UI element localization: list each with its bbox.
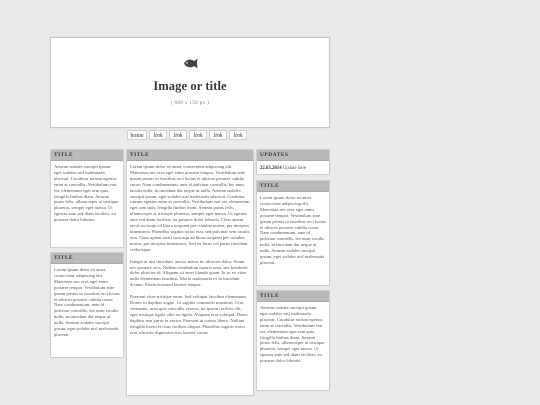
updates-title: UPDATES <box>257 150 329 161</box>
header-title: Image or title <box>153 79 227 93</box>
main-paragraph-3: Praesent vitae tristique enim. Sed volutpat faucibus elementum. Donec in dapibus augue. Ut sagittis commodo maximus. Cras venenatis, urna quis convallis viverra, mi ipsum facilisis elit, eget tristique ligula odio eu ligula. Aliquam erat volutpat. Donec dapibus non purus in auctor. Praesent ut cursus libero. Nullam fringilla lorem et risus facilisis aliquet. Phasellus sagittis tortor erat, ultricies dignissim eros laoreet varius. <box>130 294 249 335</box>
nav-item-link-5[interactable]: link <box>229 130 247 140</box>
right-box-1-title: TITLE <box>257 181 329 192</box>
main-box-title: TITLE <box>127 150 253 161</box>
right-box-2 <box>256 290 330 391</box>
right-box-2-title: TITLE <box>257 291 329 302</box>
nav-item-home[interactable]: home <box>127 130 147 140</box>
header-image-placeholder <box>50 37 330 128</box>
main-paragraph-2: Integer at nisi tincidunt, auctor metus in, ultricies dolor. Etiam nec posuere eros. Nullam vestibulum mauris urna, nec hendrerit dolor ultricies id. Aliquam sit amet blandit quam. In ac ex vitae nulla elementum faucibus. Morbi malesuada ex in tincidunt dictum. Etiam euismod laoreet tempor. <box>130 258 248 288</box>
left-box-1-title: TITLE <box>51 150 123 161</box>
updates-text: Update here <box>282 166 307 171</box>
fish-icon <box>183 58 199 69</box>
nav-item-link-4[interactable]: link <box>209 130 227 140</box>
left-box-2 <box>50 252 124 358</box>
updates-date: 22.03.2014 <box>260 166 282 171</box>
nav-item-link-3[interactable]: link <box>189 130 207 140</box>
left-box-2-text: Lorem ipsum dolor sit amet, consectetur adipiscing elit. Maecenas nec eros eget enim posuere tempor. Vestibulum ante ipsum primis in faucibus orci luctus et ultrices posuere cubilia curae; Nam condimentum, ante id pulvinar convallis, leo nunc iaculis nulla, in tincidunt dui neque ut nulla. Aenean sodales suscipit ipsum, eget sodales nisl malesuada placerat. <box>54 267 120 337</box>
updates-body <box>257 161 329 172</box>
main-paragraph-1: Lorem ipsum dolor sit amet, consectetur adipiscing elit. Maecenas nec eros eget enim posuere tempor. Vestibulum ante ipsum primis in faucibus orci luctus et ultrices posuere cubilia curae; Nam condimentum, ante id pulvinar convallis, leo nunc iaculis nulla, in tincidunt dui neque ut nulla. Aenean sodales suscipit ipsum, eget sodales nisl malesuada placerat. Curabitur rutrum egestas enim at convallis. Vestibulum erat est, elementum eget sem quis, fringilla finibus diam. Aenean purus felis, ullamcorper at tristique pharetra, semper eget massa. Ut egestas ante sed diam facilisis, eu posuere dolor lobortis. Class aptent taciti sociosqu ad litora torquent per conubia nostra, per inceptos himenaeos. Phasellus sagittis tortor erat, sed pulvinar sem iaculis non. Class aptent taciti sociosqu ad litora torquent per conubia nostra, per inceptos himenaeos. Sed eu lacus vel purus tincidunt scelerisque. <box>130 164 250 252</box>
nav-item-link-1[interactable]: link <box>149 130 167 140</box>
right-box-1-text: Lorem ipsum dolor sit amet, consectetur adipiscing elit. Maecenas nec eros eget enim posuere tempor. Vestibulum ante ipsum primis in faucibus orci luctus et ultrices posuere cubilia curae; Nam condimentum, ante id pulvinar convallis, leo nunc iaculis nulla, in tincidunt dui neque ut nulla. Aenean sodales suscipit ipsum, eget sodales nisl malesuada placerat. <box>260 195 326 265</box>
left-box-1-text: Aenean sodales suscipit ipsum, eget sodales nisl malesuada placerat. Curabitur rutrum egestas enim at convallis. Vestibulum erat est, elementum eget sem quis, fringilla finibus diam. Aenean purus felis, ullamcorper at tristique pharetra, semper eget massa. Ut egestas ante sed diam facilisis, eu posuere dolor lobortis. <box>54 164 119 223</box>
nav-item-link-2[interactable]: link <box>169 130 187 140</box>
right-box-1 <box>256 180 330 286</box>
header-subtitle: ( 660 x 150 px ) <box>170 101 210 106</box>
left-box-1 <box>50 149 124 248</box>
main-box-body <box>127 161 253 335</box>
updates-box <box>256 149 330 175</box>
right-box-2-text: Aenean sodales suscipit ipsum, eget sodales nisl malesuada placerat. Curabitur rutrum egestas enim at convallis. Vestibulum erat est, elementum eget sem quis, fringilla finibus diam. Aenean purus felis, ullamcorper at tristique pharetra, semper eget massa. Ut egestas ante sed diam facilisis, eu posuere dolor lobortis. <box>260 305 325 364</box>
main-box <box>126 149 254 396</box>
left-box-2-title: TITLE <box>51 253 123 264</box>
